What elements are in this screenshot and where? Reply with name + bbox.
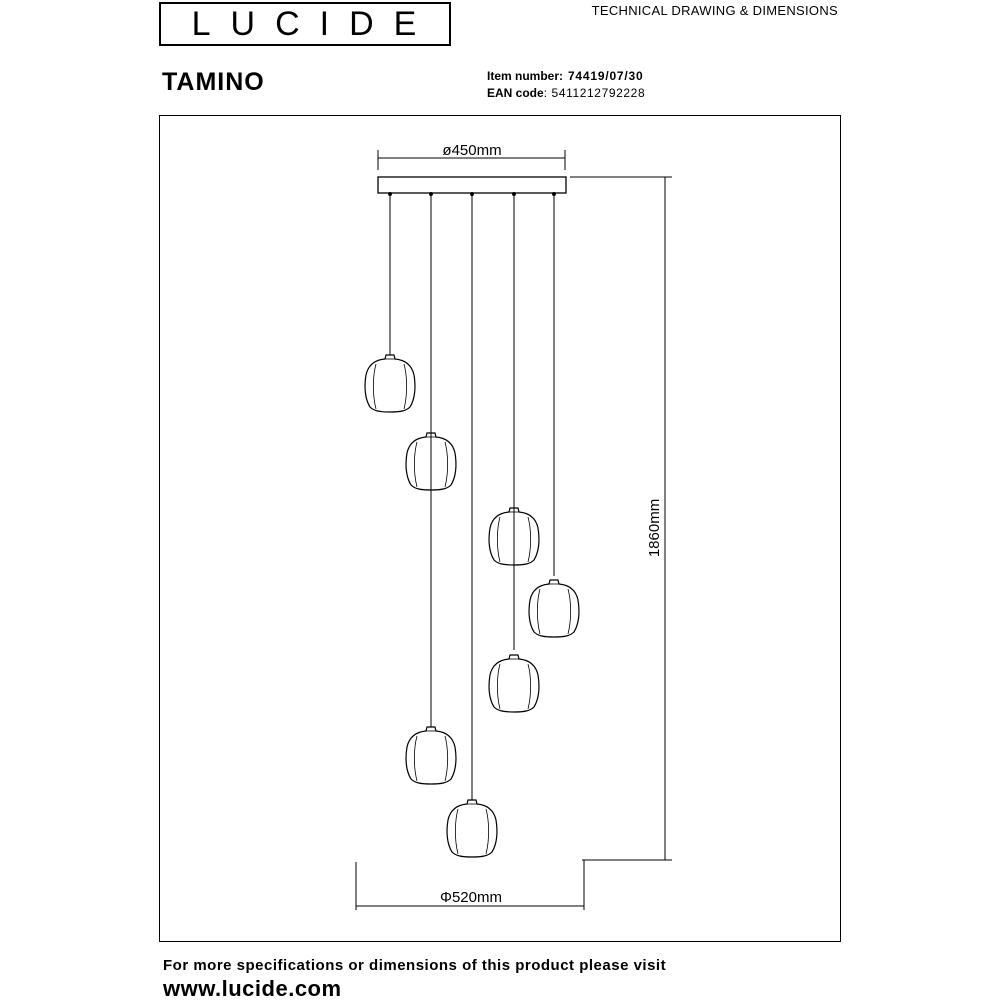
spread-dimension — [356, 860, 584, 910]
pendant-shade — [529, 580, 579, 637]
canopy-dimension — [378, 142, 565, 170]
footer-url[interactable]: www.lucide.com — [163, 976, 342, 1001]
document-title: TECHNICAL DRAWING & DIMENSIONS — [591, 3, 838, 18]
pendant-shade — [489, 655, 539, 712]
height-dimension — [570, 177, 672, 860]
ean-value: : 5411212792228 — [543, 86, 646, 100]
canopy — [378, 177, 566, 193]
height-dimension-label: 1860mm — [646, 498, 663, 558]
pendant-shade — [365, 355, 415, 412]
product-name: TAMINO — [162, 68, 265, 96]
pendant-shade — [447, 800, 497, 857]
spread-dimension-label: Φ520mm — [440, 889, 502, 906]
canopy-dimension-label: ø450mm — [442, 142, 502, 159]
cables — [390, 194, 554, 800]
footer-note: For more specifications or dimensions of this product please visit — [163, 957, 667, 974]
pendant-shade — [406, 727, 456, 784]
item-number-label: Item number — [487, 69, 560, 83]
logo-wordmark: LUCIDE — [191, 4, 437, 43]
item-number-value: : 74419/07/30 — [559, 69, 644, 83]
ean-label: EAN code — [487, 86, 544, 100]
